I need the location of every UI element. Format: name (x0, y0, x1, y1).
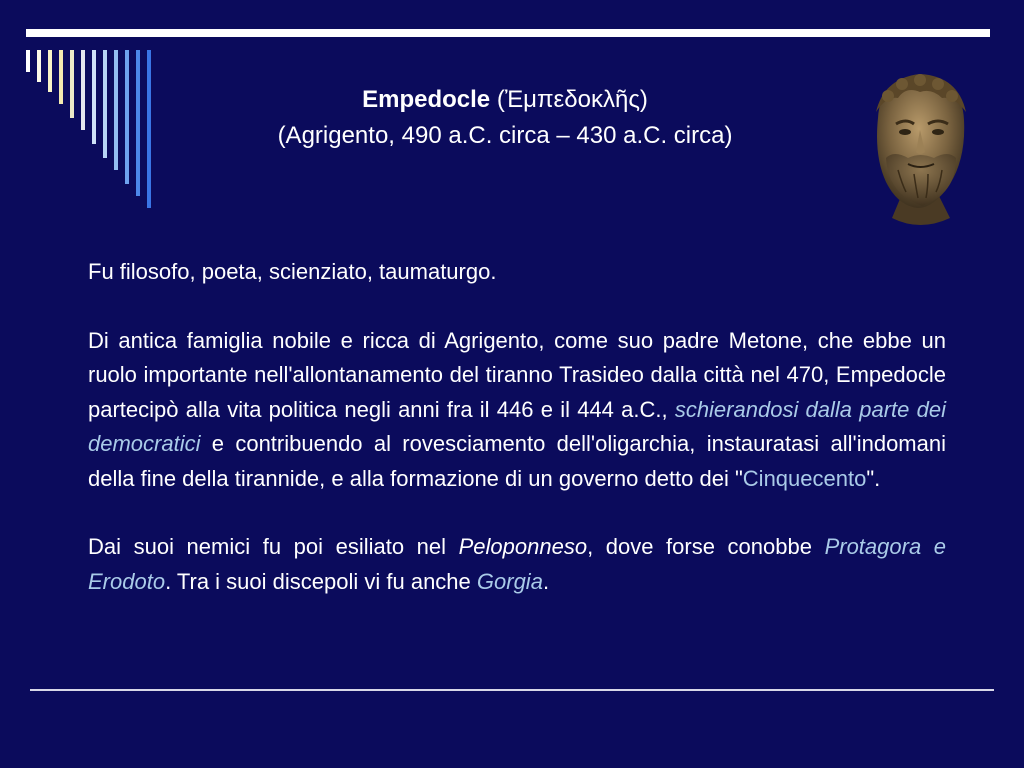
text-segment: Di antica famiglia nobile e ricca di Agrigento, come suo padre Metone, che ebbe un ruolo importante nell'allontanamento del tiranno Trasideo dalla città nel 470, Empedocle partecipò alla vita politica negli anni fra il 446 e il 444 a.C., (88, 327, 946, 422)
decorative-stripes (26, 50, 176, 210)
paragraph-exile (88, 530, 946, 599)
slide-body (88, 255, 946, 633)
stripe (114, 50, 118, 170)
title-block (200, 82, 810, 154)
text-segment: , dove forse conobbe (587, 534, 825, 559)
stripe (147, 50, 151, 208)
link-cinquecento[interactable]: Cinquecento (742, 465, 867, 491)
link-protagora-erodoto[interactable]: Protagora e Erodoto (88, 534, 947, 594)
stripe (92, 50, 96, 144)
text-segment: . (542, 568, 550, 594)
stripe (59, 50, 63, 104)
slide-subtitle: (Agrigento, 490 a.C. circa – 430 a.C. circa) (277, 122, 733, 149)
title-greek: (Ἐμπεδοκλῆς) (496, 86, 648, 113)
bottom-rule (30, 689, 994, 691)
slide-title (200, 82, 810, 118)
stripe (125, 50, 129, 184)
italic-peloponneso: Peloponneso (458, 534, 588, 559)
top-rule (26, 29, 990, 37)
stripe (26, 50, 30, 72)
stripe (37, 50, 41, 82)
text-segment: e contribuendo al rovesciamento dell'oligarchia, instauratasi all'indomani della fine della tirannide, e alla formazione di un governo detto dei " (88, 431, 946, 491)
link-gorgia[interactable]: Gorgia (476, 568, 543, 594)
link-democratici[interactable]: schierandosi dalla parte dei democratici (88, 396, 946, 456)
text-segment: ". (866, 465, 881, 491)
stripe (136, 50, 140, 196)
paragraph-biography (88, 324, 946, 497)
paragraph-intro: Fu filosofo, poeta, scienziato, taumaturgo. (88, 259, 497, 284)
text-segment: Dai suoi nemici fu poi esiliato nel (88, 534, 459, 559)
text-segment: . Tra i suoi discepoli vi fu anche (165, 568, 477, 594)
portrait-bust-image (858, 66, 982, 232)
stripe (70, 50, 74, 118)
stripe (48, 50, 52, 92)
stripe (103, 50, 107, 158)
title-name: Empedocle (362, 86, 491, 113)
stripe (81, 50, 85, 130)
